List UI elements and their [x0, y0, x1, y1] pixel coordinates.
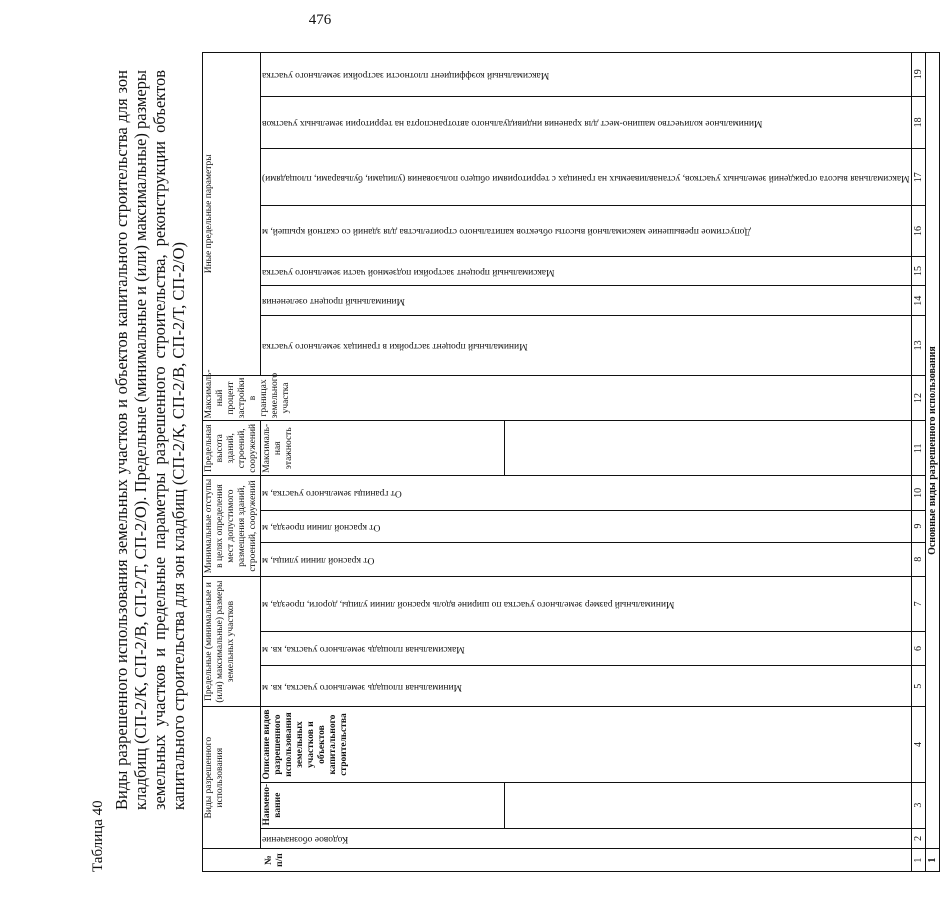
column-number: 9	[911, 510, 925, 542]
header-min-width: Минимальный размер земельного участка по ширине вдоль красной линии улицы, дороги, проезда, м	[261, 576, 912, 631]
header-no: № п/п	[203, 849, 912, 872]
header-description: Описание видов разрешенного использования земельных участков и объектов капитального строительства	[261, 707, 912, 783]
column-number: 14	[911, 286, 925, 316]
header-setback-drive: От красной линии проезда, м	[261, 510, 912, 542]
column-number: 5	[911, 666, 925, 707]
column-number: 2	[911, 828, 925, 849]
column-number: 10	[911, 476, 925, 510]
column-number: 11	[911, 421, 925, 476]
header-sizes: Предельные (минимальные и (или) максимальные) размеры земельных участков	[203, 576, 261, 706]
column-number: 4	[911, 707, 925, 783]
column-number: 16	[911, 206, 925, 256]
section-label: Основные виды разрешенного использования	[925, 53, 939, 849]
column-number-row	[911, 53, 925, 872]
header-height: Предельная высота зданий, строений, сооружений	[203, 421, 261, 476]
header-setback-street: От красной линии улицы, м	[261, 542, 912, 576]
section-row	[925, 53, 939, 872]
header-vri: Виды разрешенного использования	[203, 707, 261, 849]
header-setbacks: Минимальные отступы в целях определения мест допустимого размещения зданий, строений, сооружений	[203, 476, 261, 577]
header-max-area: Максимальная площадь земельного участка, кв. м	[261, 631, 912, 665]
column-number: 18	[911, 96, 925, 149]
column-number: 3	[911, 782, 925, 828]
table-caption: Таблица 40	[90, 800, 106, 872]
header-other-params: Иные предельные параметры	[203, 53, 261, 376]
rotated-page-content	[90, 52, 938, 872]
column-number: 17	[911, 149, 925, 206]
header-floors-empty	[504, 421, 911, 476]
column-number: 15	[911, 256, 925, 286]
land-use-table	[202, 52, 940, 872]
header-p18: Минимальное количество машино-мест для хранения индивидуального автотранспорта на территории земельных участков	[261, 96, 912, 149]
header-p13: Минимальный процент застройки в границах земельного участка	[261, 316, 912, 375]
header-p19: Максимальный коэффициент плотности застройки земельного участка	[261, 53, 912, 97]
header-min-area: Минимальная площадь земельного участка, кв. м	[261, 666, 912, 707]
section-number: 1	[925, 849, 939, 872]
header-name: Наимено-вание	[261, 782, 505, 828]
document-title: Виды разрешенного использования земельных участков и объектов капитального строительства для зон кладбищ (СП-2/К, СП-2/В, СП-2/Т, СП-2/О). Предельные (минимальные и (или) максимальные) размеры земельных участков и предельные параметры разрешенного строительства, реконструкции объектов капитального строительства для зон кладбищ (СП-2/К, СП-2/В, СП-2/Т, СП-2/О)	[112, 70, 188, 810]
header-max-floors: Максималь-ная этажность	[261, 421, 505, 476]
header-code: Кодовое обозначение	[261, 828, 912, 849]
header-p17: Максимальная высота ограждений земельных участков, устанавливаемых на границах с территориями общего пользования (улицами, бульварами, площадями)	[261, 149, 912, 206]
column-number: 1	[911, 849, 925, 872]
column-number: 8	[911, 542, 925, 576]
header-p15: Максимальный процент застройки подземной части земельного участка	[261, 256, 912, 286]
column-number: 7	[911, 576, 925, 631]
header-name-empty	[504, 782, 911, 828]
header-p16: Допустимое превышение максимальной высоты объектов капитального строительства для зданий со скатной крышей, м	[261, 206, 912, 256]
header-p14: Минимальный процент озеленения	[261, 286, 912, 316]
column-number: 12	[911, 375, 925, 421]
header-setback-border: От границы земельного участка, м	[261, 476, 912, 510]
header-max-coverage: Максималь-ный процент застройки в границах земельного участка	[203, 375, 912, 421]
column-number: 13	[911, 316, 925, 375]
column-number: 19	[911, 53, 925, 97]
column-number: 6	[911, 631, 925, 665]
page-number: 476	[308, 12, 332, 28]
